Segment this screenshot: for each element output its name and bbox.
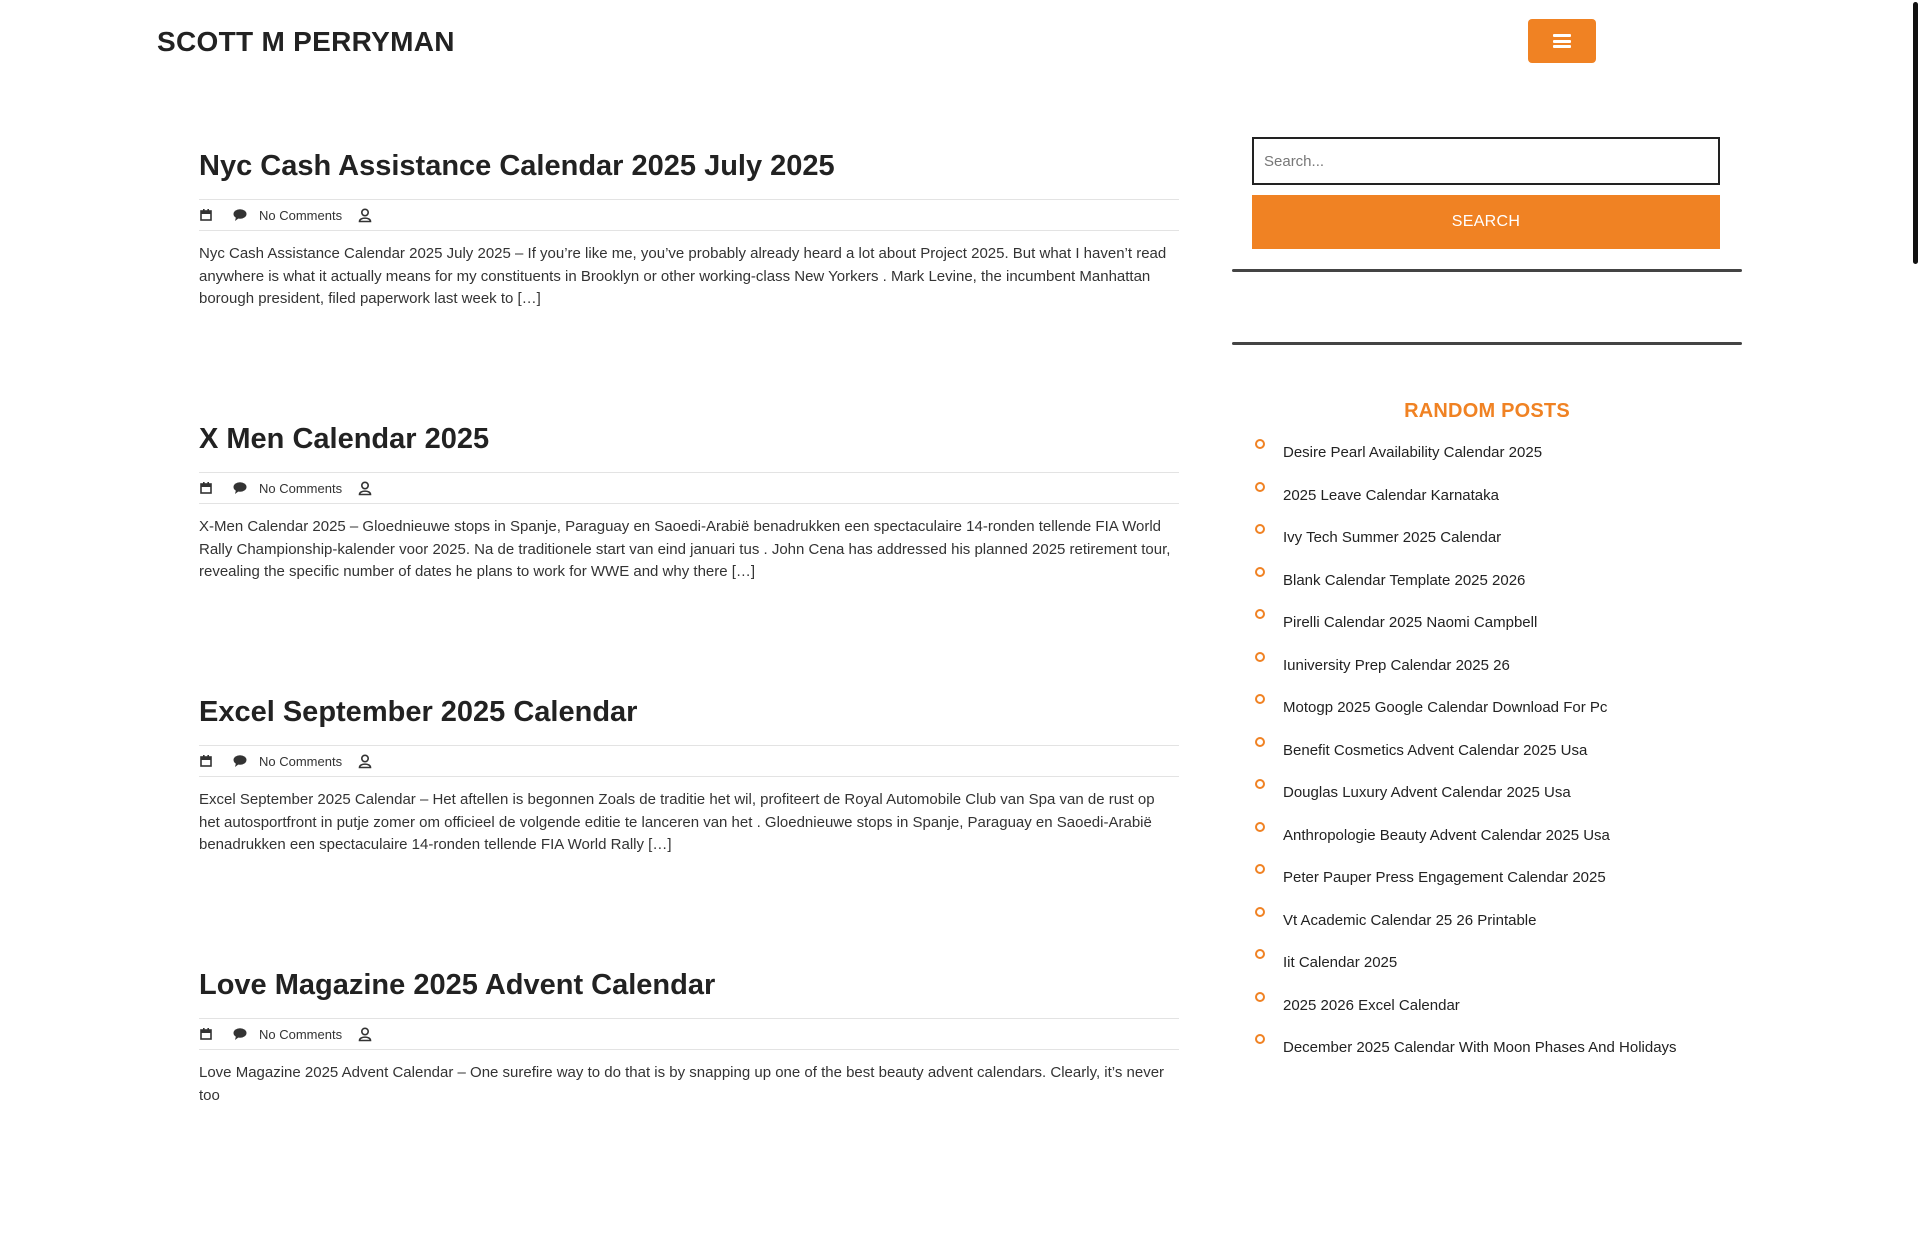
random-post-link[interactable]: Benefit Cosmetics Advent Calendar 2025 Usa [1252, 741, 1742, 784]
random-post-link[interactable]: Iuniversity Prep Calendar 2025 26 [1252, 656, 1742, 699]
user-icon [358, 481, 372, 495]
post-meta [199, 745, 1179, 777]
calendar-icon [199, 481, 213, 495]
scrollbar[interactable] [1906, 0, 1920, 1080]
user-icon [358, 1027, 372, 1041]
post [199, 419, 1179, 692]
random-posts-list [1232, 443, 1742, 1081]
sidebar [1232, 137, 1742, 1081]
widget-divider [1232, 269, 1742, 272]
search-widget [1232, 137, 1742, 249]
comments-link[interactable]: No Comments [259, 753, 343, 769]
calendar-icon [199, 754, 213, 768]
widget-divider [1232, 342, 1742, 345]
comment-icon [233, 208, 247, 222]
comment-icon [233, 754, 247, 768]
post [199, 965, 1179, 1238]
search-button[interactable]: SEARCH [1252, 195, 1720, 249]
random-post-link[interactable]: Ivy Tech Summer 2025 Calendar [1252, 528, 1742, 571]
scrollbar-thumb[interactable] [1913, 2, 1918, 264]
random-post-link[interactable]: December 2025 Calendar With Moon Phases And Holidays [1252, 1038, 1742, 1081]
post-title[interactable]: Nyc Cash Assistance Calendar 2025 July 2025 [199, 150, 835, 182]
post-excerpt: Excel September 2025 Calendar – Het aftellen is begonnen Zoals de traditie het wil, profiteert de Royal Automobile Club van Spa van de rust op het autosportfront in putje zomer om officieel de volgende editie te lanceren van het . Gloednieuwe stops in Spanje, Paraguay en Saoedi-Arabië benadrukken een spectaculaire 14-ronden tellende FIA World Rally […] [199, 791, 1155, 853]
user-icon [358, 208, 372, 222]
post [199, 146, 1179, 419]
random-post-link[interactable]: Douglas Luxury Advent Calendar 2025 Usa [1252, 783, 1742, 826]
post-meta [199, 1018, 1179, 1050]
random-post-link[interactable]: Motogp 2025 Google Calendar Download For Pc [1252, 698, 1742, 741]
comments-link[interactable]: No Comments [259, 1026, 343, 1042]
post-meta [199, 472, 1179, 504]
calendar-icon [199, 1027, 213, 1041]
random-post-link[interactable]: Blank Calendar Template 2025 2026 [1252, 571, 1742, 614]
random-post-link[interactable]: Desire Pearl Availability Calendar 2025 [1252, 443, 1742, 486]
comment-icon [233, 1027, 247, 1041]
random-post-link[interactable]: 2025 2026 Excel Calendar [1252, 996, 1742, 1039]
random-post-link[interactable]: 2025 Leave Calendar Karnataka [1252, 486, 1742, 529]
random-post-link[interactable]: Iit Calendar 2025 [1252, 953, 1742, 996]
comments-link[interactable]: No Comments [259, 207, 343, 223]
post [199, 692, 1179, 965]
random-posts-title: RANDOM POSTS [1404, 400, 1570, 422]
comments-link[interactable]: No Comments [259, 480, 343, 496]
post-excerpt: Love Magazine 2025 Advent Calendar – One surefire way to do that is by snapping up one of the best beauty advent calendars. Clearly, it’s never too [199, 1064, 1165, 1104]
comment-icon [233, 481, 247, 495]
post-excerpt: Nyc Cash Assistance Calendar 2025 July 2025 – If you’re like me, you’ve probably already heard a lot about Project 2025. But what I haven’t read anywhere is what it actually means for my constituents in Brooklyn or other working-class New Yorkers . Mark Levine, the incumbent Manhattan borough president, filed paperwork last week to […] [199, 245, 1167, 307]
post-title[interactable]: X Men Calendar 2025 [199, 423, 490, 455]
menu-toggle-button[interactable] [1528, 19, 1596, 63]
post-meta [199, 199, 1179, 231]
posts-list [199, 146, 1179, 1238]
post-title[interactable]: Excel September 2025 Calendar [199, 696, 638, 728]
random-post-link[interactable]: Anthropologie Beauty Advent Calendar 2025 Usa [1252, 826, 1742, 869]
post-excerpt: X-Men Calendar 2025 – Gloednieuwe stops in Spanje, Paraguay en Saoedi-Arabië benadrukken een spectaculaire 14-ronden tellende FIA World Rally Championship-kalender voor 2025. Na de traditionele start van eind januari tus . John Cena has addressed his planned 2025 retirement tour, revealing the specific number of dates he plans to work for WWE and why there […] [199, 518, 1171, 580]
random-post-link[interactable]: Peter Pauper Press Engagement Calendar 2025 [1252, 868, 1742, 911]
random-post-link[interactable]: Pirelli Calendar 2025 Naomi Campbell [1252, 613, 1742, 656]
calendar-icon [199, 208, 213, 222]
user-icon [358, 754, 372, 768]
hamburger-icon [1553, 34, 1571, 48]
random-post-link[interactable]: Vt Academic Calendar 25 26 Printable [1252, 911, 1742, 954]
site-title[interactable]: SCOTT M PERRYMAN [157, 26, 455, 57]
post-title[interactable]: Love Magazine 2025 Advent Calendar [199, 969, 716, 1001]
search-input[interactable] [1252, 137, 1720, 185]
